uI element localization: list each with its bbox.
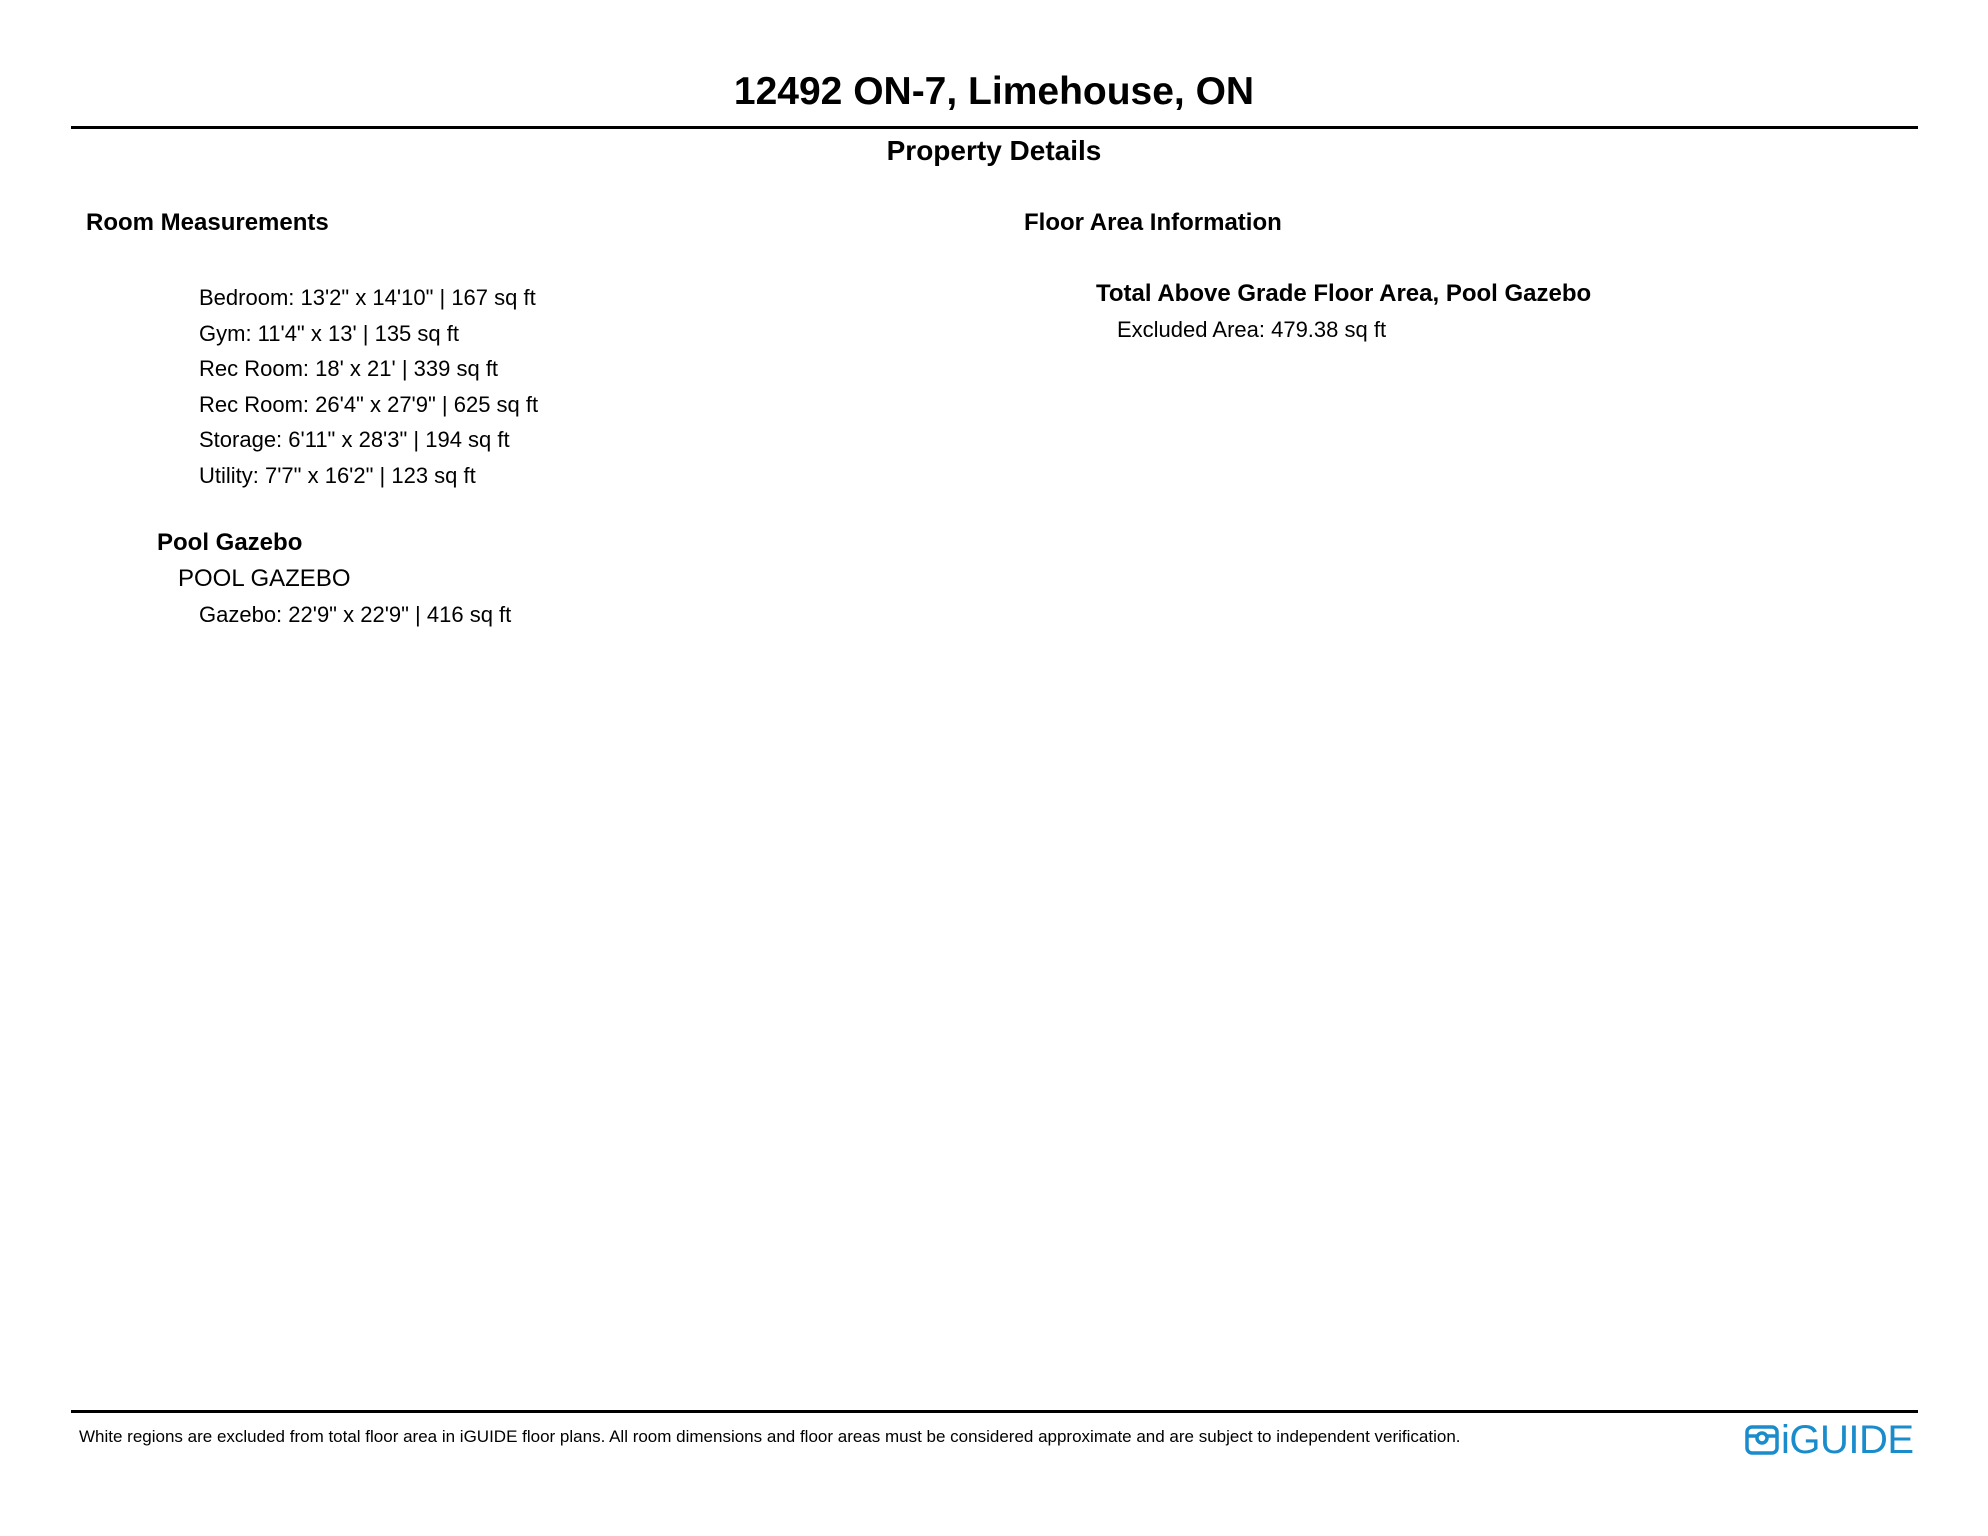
title-divider [71, 126, 1918, 129]
footer-divider [71, 1410, 1918, 1413]
room-list [199, 280, 538, 494]
floor-label: POOL GAZEBO [178, 565, 351, 592]
list-item: Storage: 6'11" x 28'3" | 194 sq ft [199, 427, 510, 453]
room-measurements-heading: Room Measurements [86, 209, 329, 236]
iguide-logo-text: iGUIDE [1781, 1418, 1914, 1462]
footer-disclaimer: White regions are excluded from total floor area in iGUIDE floor plans. All room dimensions and floor areas must be considered approximate and are subject to independent verification. [79, 1427, 1461, 1446]
building-heading: Pool Gazebo [157, 529, 303, 556]
list-item: Gym: 11'4" x 13' | 135 sq ft [199, 320, 459, 346]
page-subtitle: Property Details [886, 135, 1102, 166]
excluded-area: Excluded Area: 479.38 sq ft [1117, 317, 1387, 342]
list-item: Bedroom: 13'2" x 14'10" | 167 sq ft [199, 285, 536, 310]
list-item: Gazebo: 22'9" x 22'9" | 416 sq ft [199, 602, 512, 627]
page-title: 12492 ON-7, Limehouse, ON [733, 70, 1255, 113]
list-item: Rec Room: 26'4" x 27'9" | 625 sq ft [199, 391, 539, 417]
floor-area-group-title: Total Above Grade Floor Area, Pool Gazebo [1096, 280, 1592, 307]
iguide-logo [1745, 1418, 1914, 1462]
floor-area-heading: Floor Area Information [1024, 209, 1282, 236]
list-item: Utility: 7'7" x 16'2" | 123 sq ft [199, 462, 476, 488]
list-item: Rec Room: 18' x 21' | 339 sq ft [199, 356, 499, 382]
iguide-camera-icon [1745, 1423, 1779, 1457]
